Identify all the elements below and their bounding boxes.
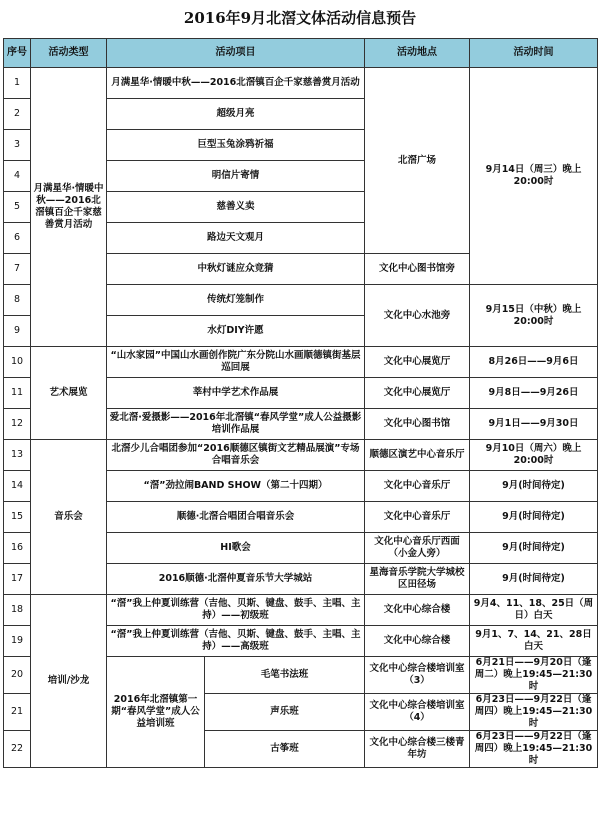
row-seq: 3 xyxy=(4,130,31,161)
page-title: 2016年9月北滘文体活动信息预告 xyxy=(183,9,417,27)
activity-item: “滘”我上仲夏训练营（吉他、贝斯、键盘、鼓手、主唱、主持）——初级班 xyxy=(107,595,365,626)
activity-time: 9月(时间待定) xyxy=(470,502,598,533)
activity-time: 6月23日——9月22日（逢周四）晚上19:45—21:30时 xyxy=(470,731,598,768)
activity-item: 月满星华·情暖中秋——2016北滘镇百企千家慈善赏月活动 xyxy=(107,68,365,99)
activity-place: 星海音乐学院大学城校区田径场 xyxy=(365,564,470,595)
table-row xyxy=(4,68,598,99)
row-seq: 21 xyxy=(4,694,31,731)
activity-place: 文化中心展览厅 xyxy=(365,347,470,378)
row-seq: 6 xyxy=(4,223,31,254)
subgroup-cell: 2016年北滘镇第一期“春风学堂”成人公益培训班 xyxy=(107,657,205,768)
header-type: 活动类型 xyxy=(31,39,107,68)
row-seq: 19 xyxy=(4,626,31,657)
row-seq: 4 xyxy=(4,161,31,192)
activity-time: 9月10日（周六）晚上20:00时 xyxy=(470,440,598,471)
activity-time: 6月23日——9月22日（逢周四）晚上19:45—21:30时 xyxy=(470,694,598,731)
table-row xyxy=(4,595,598,626)
activity-item: 顺德·北滘合唱团合唱音乐会 xyxy=(107,502,365,533)
activity-item: 2016顺德·北滘仲夏音乐节大学城站 xyxy=(107,564,365,595)
activity-item: 古筝班 xyxy=(205,731,365,768)
activity-place: 文化中心综合楼培训室（4） xyxy=(365,694,470,731)
activity-item: 超级月亮 xyxy=(107,99,365,130)
row-seq: 8 xyxy=(4,285,31,316)
row-seq: 10 xyxy=(4,347,31,378)
row-seq: 11 xyxy=(4,378,31,409)
activity-item: 中秋灯谜应众竞猜 xyxy=(107,254,365,285)
activity-time: 9月1日——9月30日 xyxy=(470,409,598,440)
row-seq: 16 xyxy=(4,533,31,564)
activity-item: 慈善义卖 xyxy=(107,192,365,223)
activity-place: 文化中心音乐厅西面（小金人旁） xyxy=(365,533,470,564)
activity-place: 文化中心综合楼 xyxy=(365,595,470,626)
row-seq: 17 xyxy=(4,564,31,595)
header-item: 活动项目 xyxy=(107,39,365,68)
activity-place: 文化中心音乐厅 xyxy=(365,502,470,533)
row-seq: 20 xyxy=(4,657,31,694)
activity-place: 顺德区演艺中心音乐厅 xyxy=(365,440,470,471)
activity-item: 水灯DIY许愿 xyxy=(107,316,365,347)
table-row xyxy=(4,347,598,378)
activity-item: 明信片寄情 xyxy=(107,161,365,192)
activity-item: 莘村中学艺术作品展 xyxy=(107,378,365,409)
activity-item: 路边天文观月 xyxy=(107,223,365,254)
row-seq: 18 xyxy=(4,595,31,626)
category-cell: 艺术展览 xyxy=(31,347,107,440)
row-seq: 15 xyxy=(4,502,31,533)
category-cell: 月满星华·情暖中秋——2016北滘镇百企千家慈善赏月活动 xyxy=(31,68,107,347)
activity-place: 文化中心水池旁 xyxy=(365,285,470,347)
row-seq: 2 xyxy=(4,99,31,130)
row-seq: 14 xyxy=(4,471,31,502)
header-place: 活动地点 xyxy=(365,39,470,68)
activity-time: 9月(时间待定) xyxy=(470,533,598,564)
activity-time: 9月8日——9月26日 xyxy=(470,378,598,409)
table-row xyxy=(4,440,598,471)
activity-place: 北滘广场 xyxy=(365,68,470,254)
header-seq: 序号 xyxy=(4,39,31,68)
activity-time: 8月26日——9月6日 xyxy=(470,347,598,378)
activity-item: “滘”劲拉闹BAND SHOW（第二十四期） xyxy=(107,471,365,502)
activity-item: “滘”我上仲夏训练营（吉他、贝斯、键盘、鼓手、主唱、主持）——高级班 xyxy=(107,626,365,657)
activity-item: “山水家园”中国山水画创作院广东分院山水画顺德镇街基层巡回展 xyxy=(107,347,365,378)
header-row xyxy=(4,39,598,68)
activity-place: 文化中心图书馆 xyxy=(365,409,470,440)
activity-item: HI歌会 xyxy=(107,533,365,564)
category-cell: 培训/沙龙 xyxy=(31,595,107,768)
activity-item: 北滘少儿合唱团参加“2016顺德区镇街文艺精品展演”专场合唱音乐会 xyxy=(107,440,365,471)
category-cell: 音乐会 xyxy=(31,440,107,595)
activity-item: 巨型玉兔涂鸦祈福 xyxy=(107,130,365,161)
header-time: 活动时间 xyxy=(470,39,598,68)
activity-place: 文化中心综合楼 xyxy=(365,626,470,657)
activity-place: 文化中心音乐厅 xyxy=(365,471,470,502)
activity-place: 文化中心综合楼三楼青年坊 xyxy=(365,731,470,768)
activity-item: 传统灯笼制作 xyxy=(107,285,365,316)
row-seq: 13 xyxy=(4,440,31,471)
activity-time: 9月1、7、14、21、28日白天 xyxy=(470,626,598,657)
activity-place: 文化中心图书馆旁 xyxy=(365,254,470,285)
activity-time: 9月4、11、18、25日（周日）白天 xyxy=(470,595,598,626)
activity-place: 文化中心展览厅 xyxy=(365,378,470,409)
row-seq: 9 xyxy=(4,316,31,347)
activity-time: 9月15日（中秋）晚上20:00时 xyxy=(470,285,598,347)
activity-time: 9月14日（周三）晚上20:00时 xyxy=(470,68,598,285)
row-seq: 5 xyxy=(4,192,31,223)
row-seq: 1 xyxy=(4,68,31,99)
row-seq: 7 xyxy=(4,254,31,285)
row-seq: 12 xyxy=(4,409,31,440)
activity-item: 毛笔书法班 xyxy=(205,657,365,694)
activity-item: 声乐班 xyxy=(205,694,365,731)
activity-place: 文化中心综合楼培训室（3） xyxy=(365,657,470,694)
activity-time: 9月(时间待定) xyxy=(470,471,598,502)
activity-time: 9月(时间待定) xyxy=(470,564,598,595)
activity-table xyxy=(3,38,598,768)
row-seq: 22 xyxy=(4,731,31,768)
activity-item: 爱北滘·爱摄影——2016年北滘镇“春风学堂”成人公益摄影培训作品展 xyxy=(107,409,365,440)
activity-time: 6月21日——9月20日（逢周二）晚上19:45—21:30时 xyxy=(470,657,598,694)
